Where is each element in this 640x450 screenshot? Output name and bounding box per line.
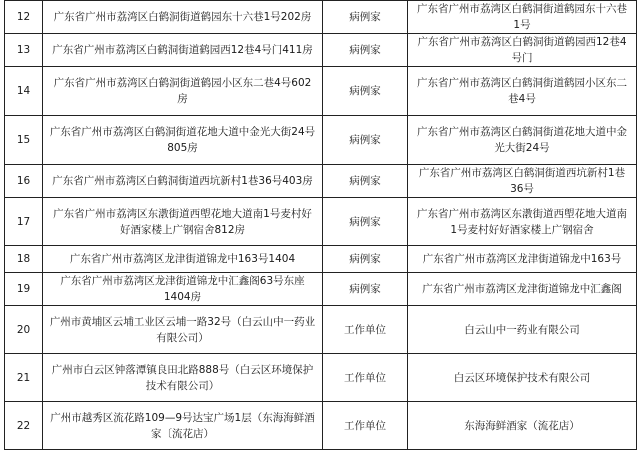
table-row (5, 246, 637, 273)
table-row (5, 198, 637, 246)
address-cell: 广东省广州市荔湾区白鹤洞街道西坑新村1巷36号403房 (43, 165, 323, 198)
table-row (5, 1, 637, 34)
address-cell: 广东省广州市荔湾区白鹤洞街道鹤园小区东二巷4号602房 (43, 67, 323, 116)
address-cell: 广东省广州市荔湾区龙津街道锦龙中汇鑫阁63号东座1404房 (43, 273, 323, 306)
table-row (5, 165, 637, 198)
row-number: 16 (5, 165, 43, 198)
row-number: 13 (5, 34, 43, 67)
table-row (5, 67, 637, 116)
row-number: 20 (5, 306, 43, 354)
type-cell: 病例家 (323, 116, 408, 165)
place-cell: 广东省广州市荔湾区白鹤洞街道鹤园小区东二巷4号 (408, 67, 637, 116)
type-cell: 病例家 (323, 165, 408, 198)
row-number: 21 (5, 354, 43, 402)
place-cell: 东海海鲜酒家（流花店） (408, 402, 637, 450)
row-number: 12 (5, 1, 43, 34)
type-cell: 病例家 (323, 246, 408, 273)
place-cell: 广东省广州市荔湾区龙津街道锦龙中汇鑫阁 (408, 273, 637, 306)
risk-area-table (4, 0, 637, 450)
type-cell: 工作单位 (323, 354, 408, 402)
type-cell: 病例家 (323, 273, 408, 306)
place-cell: 广东省广州市荔湾区白鹤洞街道花地大道中金光大街24号 (408, 116, 637, 165)
row-number: 14 (5, 67, 43, 116)
type-cell: 工作单位 (323, 402, 408, 450)
type-cell: 病例家 (323, 34, 408, 67)
place-cell: 白云山中一药业有限公司 (408, 306, 637, 354)
address-cell: 广州市白云区钟落潭镇良田北路888号（白云区环境保护技术有限公司） (43, 354, 323, 402)
row-number: 22 (5, 402, 43, 450)
address-cell: 广东省广州市荔湾区白鹤洞街道鹤园东十六巷1号202房 (43, 1, 323, 34)
address-cell: 广东省广州市荔湾区龙津街道锦龙中163号1404 (43, 246, 323, 273)
table-row (5, 306, 637, 354)
place-cell: 广东省广州市荔湾区白鹤洞街道鹤园东十六巷1号 (408, 1, 637, 34)
place-cell: 广东省广州市荔湾区龙津街道锦龙中163号 (408, 246, 637, 273)
address-cell: 广州市黄埔区云埔工业区云埔一路32号（白云山中一药业有限公司） (43, 306, 323, 354)
address-cell: 广东省广州市荔湾区白鹤洞街道花地大道中金光大街24号805房 (43, 116, 323, 165)
type-cell: 病例家 (323, 1, 408, 34)
table-row (5, 34, 637, 67)
place-cell: 广东省广州市荔湾区白鹤洞街道鹤园西12巷4号门 (408, 34, 637, 67)
type-cell: 病例家 (323, 67, 408, 116)
row-number: 19 (5, 273, 43, 306)
address-cell: 广东省广州市荔湾区白鹤洞街道鹤园西12巷4号门411房 (43, 34, 323, 67)
place-cell: 白云区环境保护技术有限公司 (408, 354, 637, 402)
place-cell: 广东省广州市荔湾区东漖街道西塱花地大道南1号麦村好好酒家楼上广钢宿舍 (408, 198, 637, 246)
type-cell: 工作单位 (323, 306, 408, 354)
table-row (5, 273, 637, 306)
row-number: 18 (5, 246, 43, 273)
type-cell: 病例家 (323, 198, 408, 246)
row-number: 15 (5, 116, 43, 165)
row-number: 17 (5, 198, 43, 246)
address-cell: 广州市越秀区流花路109—9号达宝广场1层（东海海鲜酒家〔流花店） (43, 402, 323, 450)
table-row (5, 402, 637, 450)
place-cell: 广东省广州市荔湾区白鹤洞街道西坑新村1巷36号 (408, 165, 637, 198)
table-row (5, 354, 637, 402)
address-cell: 广东省广州市荔湾区东漖街道西塱花地大道南1号麦村好好酒家楼上广钢宿舍812房 (43, 198, 323, 246)
table-row (5, 116, 637, 165)
